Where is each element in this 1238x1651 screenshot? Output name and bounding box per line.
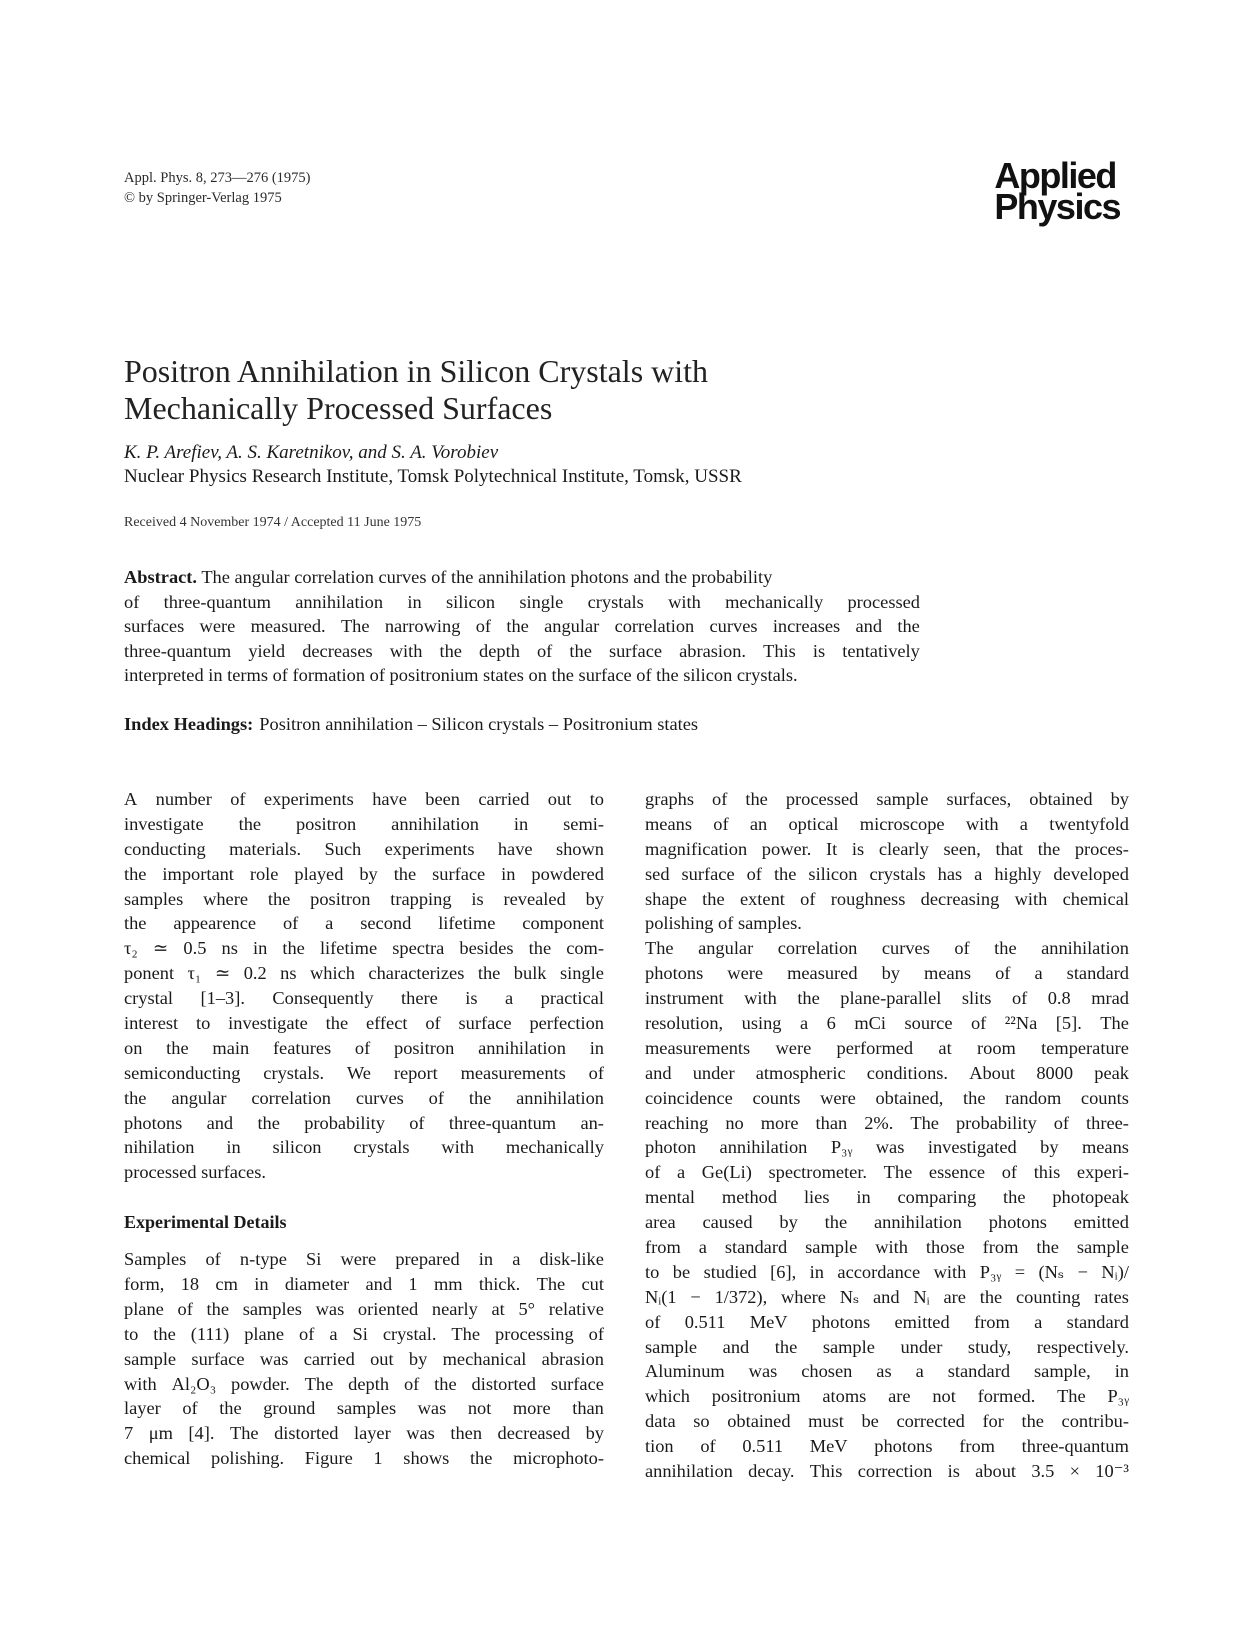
abstract: [124, 565, 920, 688]
text-line: which positronium atoms are not formed. The P₃ᵧ: [645, 1386, 1129, 1407]
text-line: of 0.511 MeV photons emitted from a standard: [645, 1311, 1129, 1332]
text-line: samples where the positron trapping is revealed by: [124, 888, 604, 909]
right-column: [645, 787, 1129, 1484]
text-line: sed surface of the silicon crystals has a highly developed: [645, 863, 1129, 884]
text-line: A number of experiments have been carried out to: [124, 789, 604, 809]
left-column: [124, 787, 604, 1471]
text-line: mental method lies in comparing the photopeak: [645, 1187, 1129, 1208]
abstract-line: three-quantum yield decreases with the depth of the surface abrasion. This is tentatively: [124, 640, 920, 661]
logo-line-2: Physics: [994, 186, 1120, 227]
text-line: nihilation in silicon crystals with mechanically: [124, 1137, 604, 1158]
text-line: ponent τ₁ ≃ 0.2 ns which characterizes the bulk single: [124, 963, 604, 984]
text-line: measurements were performed at room temperature: [645, 1037, 1129, 1058]
text-line: instrument with the plane-parallel slits of 0.8 mrad: [645, 988, 1129, 1009]
text-line: to the (111) plane of a Si crystal. The processing of: [124, 1323, 604, 1344]
intro-paragraph: [124, 787, 604, 1185]
journal-logo: [994, 155, 1120, 227]
text-line: crystal [1–3]. Consequently there is a practical: [124, 988, 604, 1009]
text-line: 7 μm [4]. The distorted layer was then decreased by: [124, 1423, 604, 1444]
text-line: processed surfaces.: [124, 1162, 266, 1183]
text-line: the appearence of a second lifetime component: [124, 913, 604, 934]
abstract-line: surfaces were measured. The narrowing of the angular correlation curves increases and the: [124, 616, 920, 636]
text-line: form, 18 cm in diameter and 1 mm thick. The cut: [124, 1274, 604, 1295]
text-line: interest to investigate the effect of surface perfection: [124, 1013, 604, 1034]
logo-line-1: Applied: [994, 155, 1116, 196]
text-line: investigate the positron annihilation in semi-: [124, 813, 604, 834]
details-paragraph: [124, 1247, 604, 1471]
abstract-line: of three-quantum annihilation in silicon single crystals with mechanically processed: [124, 591, 920, 612]
text-line: of a Ge(Li) spectrometer. The essence of this experi-: [645, 1162, 1129, 1183]
paper-title: [124, 353, 1024, 427]
text-line: on the main features of positron annihilation in: [124, 1037, 604, 1058]
text-line: from a standard sample with those from the sample: [645, 1237, 1129, 1258]
text-line: annihilation decay. This correction is about 3.5 × 10⁻³: [645, 1461, 1129, 1482]
text-line: Aluminum was chosen as a standard sample, in: [645, 1361, 1129, 1382]
text-line: data so obtained must be corrected for the contribu-: [645, 1411, 1129, 1432]
text-line: area caused by the annihilation photons emitted: [645, 1212, 1129, 1233]
text-line: Nᵢ(1 − 1/372), where Nₛ and Nᵢ are the counting rates: [645, 1286, 1129, 1307]
text-line: tion of 0.511 MeV photons from three-quantum: [645, 1436, 1129, 1457]
index-headings-label: Index Headings:: [124, 714, 254, 734]
text-line: photons and the probability of three-quantum an-: [124, 1112, 604, 1133]
journal-reference: [124, 168, 311, 208]
authors: K. P. Arefiev, A. S. Karetnikov, and S. A. Vorobiev: [124, 442, 499, 463]
index-headings: [124, 712, 698, 736]
text-line: resolution, using a 6 mCi source of ²²Na [5]. The: [645, 1013, 1129, 1034]
text-line: the important role played by the surface in powdered: [124, 863, 604, 884]
text-line: τ₂ ≃ 0.5 ns in the lifetime spectra besides the com-: [124, 938, 604, 959]
text-line: sample and the sample under study, respectively.: [645, 1336, 1129, 1357]
text-line: coincidence counts were obtained, the random counts: [645, 1087, 1129, 1108]
index-headings-text: Positron annihilation – Silicon crystals – Positronium states: [259, 714, 699, 734]
text-line: magnification power. It is clearly seen, that the proces-: [645, 838, 1129, 859]
received-dates: Received 4 November 1974 / Accepted 11 June 1975: [124, 515, 422, 530]
text-line: chemical polishing. Figure 1 shows the microphoto-: [124, 1448, 604, 1469]
section-heading: Experimental Details: [124, 1212, 287, 1233]
abstract-text: The angular correlation curves of the annihilation photons and the probability: [201, 567, 773, 587]
text-line: shape the extent of roughness decreasing with chemical: [645, 888, 1129, 909]
abstract-label: Abstract.: [124, 567, 198, 587]
text-line: means of an optical microscope with a twentyfold: [645, 813, 1129, 834]
text-line: Samples of n-type Si were prepared in a disk-like: [124, 1249, 604, 1270]
text-line: photons were measured by means of a standard: [645, 963, 1129, 984]
affiliation: Nuclear Physics Research Institute, Tomsk Polytechnical Institute, Tomsk, USSR: [124, 466, 742, 487]
text-line: layer of the ground samples was not more than: [124, 1398, 604, 1419]
text-line: plane of the samples was oriented nearly at 5° relative: [124, 1298, 604, 1319]
text-line: to be studied [6], in accordance with P₃ᵧ = (Nₛ − Nᵢ)/: [645, 1261, 1129, 1282]
text-line: conducting materials. Such experiments have shown: [124, 838, 604, 859]
text-line: The angular correlation curves of the annihilation: [645, 938, 1129, 959]
title-line-2: Mechanically Processed Surfaces: [124, 390, 553, 426]
text-line: with Al₂O₃ powder. The depth of the distorted surface: [124, 1373, 604, 1394]
right-column-paragraphs: [645, 787, 1129, 1484]
copyright-notice: © by Springer-Verlag 1975: [124, 190, 282, 206]
text-line: reaching no more than 2%. The probability of three-: [645, 1112, 1129, 1133]
text-line: polishing of samples.: [645, 913, 802, 934]
text-line: the angular correlation curves of the annihilation: [124, 1087, 604, 1108]
title-line-1: Positron Annihilation in Silicon Crystals with: [124, 353, 709, 389]
text-line: and under atmospheric conditions. About 8000 peak: [645, 1062, 1129, 1083]
journal-citation: Appl. Phys. 8, 273—276 (1975): [124, 170, 311, 186]
abstract-line: interpreted in terms of formation of positronium states on the surface of the silicon crystals.: [124, 665, 798, 685]
text-line: sample surface was carried out by mechanical abrasion: [124, 1348, 604, 1369]
text-line: graphs of the processed sample surfaces, obtained by: [645, 789, 1129, 809]
text-line: photon annihilation P₃ᵧ was investigated by means: [645, 1137, 1129, 1158]
text-line: semiconducting crystals. We report measurements of: [124, 1062, 604, 1083]
abstract-line: [124, 565, 920, 590]
